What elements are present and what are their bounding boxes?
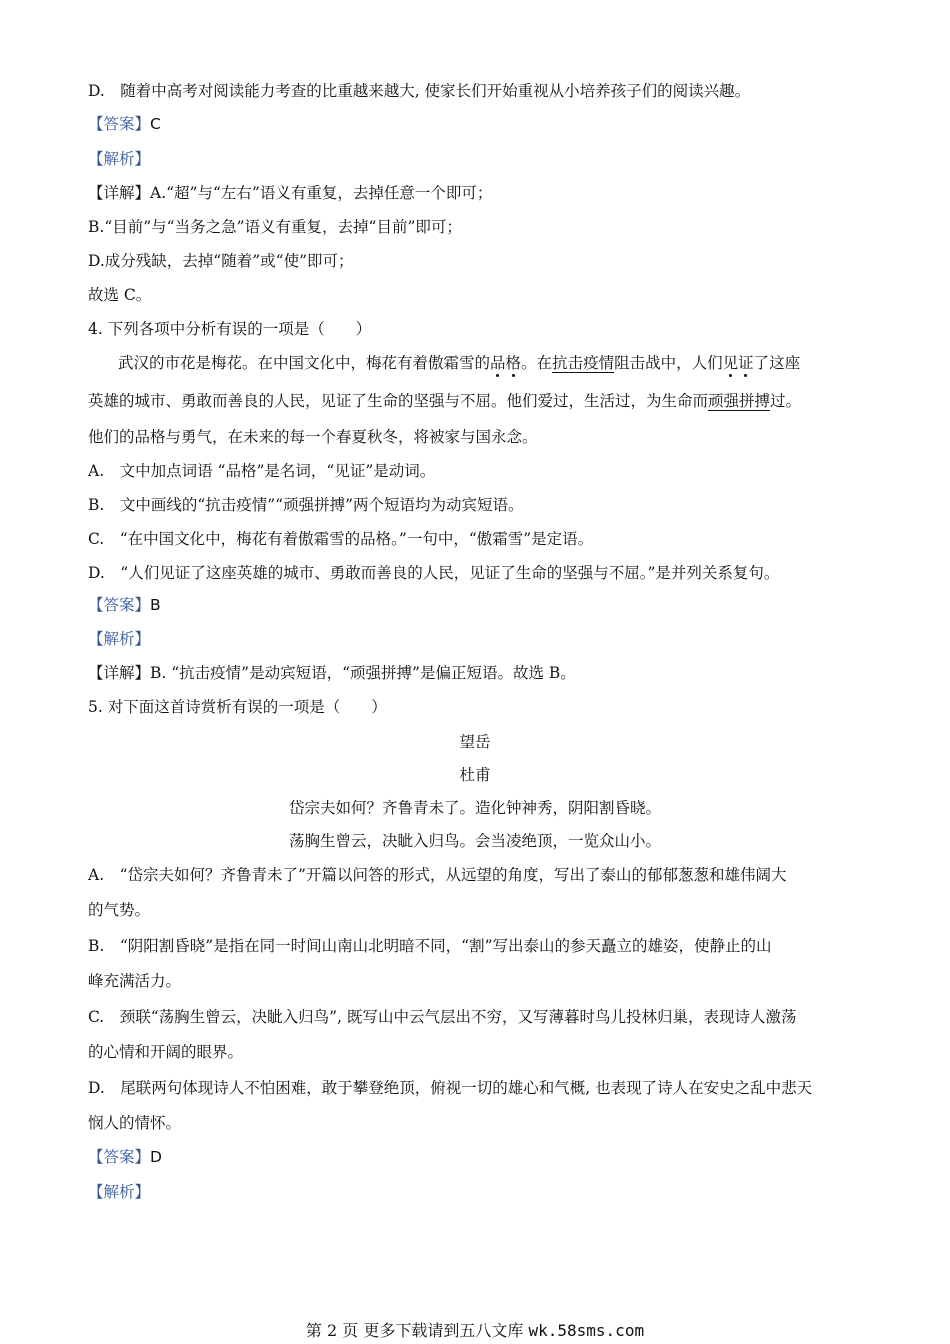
passage-text: 。在 bbox=[521, 354, 553, 372]
underlined-phrase: 抗击疫情 bbox=[552, 354, 615, 372]
dotted-char: 见 bbox=[722, 354, 739, 372]
q3-conclusion: 故选 C。 bbox=[88, 286, 152, 304]
q5-option-c-line-1: C. 颈联“荡胸生曾云，决眦入归鸟”, 既写山中云气层出不穷，又写薄暮时鸟儿投林归巢，表现诗人激荡 bbox=[88, 1008, 797, 1026]
q5-option-d-line-1: D. 尾联两句体现诗人不怕困难，敢于攀登绝顶，俯视一切的雄心和气概, 也表现了诗人在安史之乱中悲天 bbox=[88, 1079, 813, 1097]
q4-stem: 4. 下列各项中分析有误的一项是（ ） bbox=[88, 320, 372, 338]
q3-analysis-label: 【解析】 bbox=[88, 150, 151, 168]
q3-option-d: D. 随着中高考对阅读能力考查的比重越来越大, 使家长们开始重视从小培养孩子们的阅读兴趣。 bbox=[88, 82, 751, 100]
q5-option-a-line-1: A. “岱宗夫如何？齐鲁青未了”开篇以问答的形式，从远望的角度，写出了泰山的郁郁葱葱和雄伟阔大 bbox=[88, 866, 787, 884]
q5-option-d-line-2: 悯人的情怀。 bbox=[88, 1114, 182, 1132]
q5-stem: 5. 对下面这首诗赏析有误的一项是（ ） bbox=[88, 698, 387, 716]
q3-detail-a bbox=[88, 182, 862, 204]
q5-option-b-line-1: B. “阴阳割昏晓”是指在同一时间山南山北明暗不同，“割”写出泰山的参天矗立的雄姿，使静止的山 bbox=[88, 937, 772, 955]
detail-text: B. “抗击疫情”是动宾短语，“顽强拼搏”是偏正短语。故选 B。 bbox=[150, 664, 576, 682]
poem-title: 望岳 bbox=[459, 733, 491, 751]
footer-site-link[interactable]: wk.58sms.com bbox=[528, 1321, 645, 1340]
answer-letter: B bbox=[150, 596, 161, 614]
q5-option-c-line-2: 的心情和开阔的眼界。 bbox=[88, 1043, 244, 1061]
dotted-char: 格 bbox=[505, 354, 522, 372]
passage-text: 过。 bbox=[770, 392, 802, 410]
answer-label: 【答案】 bbox=[88, 1148, 151, 1166]
q4-passage-line-3: 他们的品格与勇气，在未来的每一个春夏秋冬，将被家与国永念。 bbox=[88, 428, 538, 446]
poem-line-2: 荡胸生曾云，决眦入归鸟。会当凌绝顶，一览众山小。 bbox=[288, 832, 661, 850]
passage-text: 英雄的城市、勇敢而善良的人民，见证了生命的坚强与不屈。他们爱过，生活过，为生命而 bbox=[88, 392, 709, 410]
q4-analysis-label: 【解析】 bbox=[88, 630, 151, 648]
answer-label: 【答案】 bbox=[88, 115, 151, 133]
page-number: 第 2 页 bbox=[305, 1321, 359, 1340]
q5-option-a-line-2: 的气势。 bbox=[88, 901, 151, 919]
q4-answer bbox=[88, 594, 862, 616]
q4-passage-line-2 bbox=[88, 390, 862, 412]
q4-option-b: B. 文中画线的“抗击疫情”“顽强拼搏”两个短语均为动宾短语。 bbox=[88, 496, 524, 514]
q4-option-c: C. “在中国文化中，梅花有着傲霜雪的品格。”一句中，“傲霜雪”是定语。 bbox=[88, 530, 594, 548]
q5-option-b-line-2: 峰充满活力。 bbox=[88, 972, 182, 990]
q4-option-a: A. 文中加点词语 “品格”是名词，“见证”是动词。 bbox=[88, 462, 436, 480]
dotted-char: 品 bbox=[490, 354, 506, 372]
dotted-char: 证 bbox=[738, 354, 754, 372]
q3-detail-b: B.“目前”与“当务之急”语义有重复，去掉“目前”即可； bbox=[88, 218, 462, 236]
answer-letter: D bbox=[150, 1148, 162, 1166]
poem-author: 杜甫 bbox=[459, 766, 491, 784]
q4-option-d: D. “人们见证了这座英雄的城市、勇敢而善良的人民，见证了生命的坚强与不屈。”是并列关系复句。 bbox=[88, 564, 780, 582]
detail-text: A.“超”与“左右”语义有重复，去掉任意一个即可； bbox=[150, 184, 493, 202]
passage-text: 了这座 bbox=[753, 354, 801, 372]
answer-label: 【答案】 bbox=[88, 596, 151, 614]
q4-detail bbox=[88, 662, 862, 684]
page-footer bbox=[0, 1318, 950, 1341]
q5-answer bbox=[88, 1146, 862, 1168]
q3-answer bbox=[88, 113, 862, 135]
footer-promo: 更多下载请到五八文库 bbox=[363, 1321, 524, 1340]
q4-passage-line-1 bbox=[118, 352, 862, 374]
poem-line-1: 岱宗夫如何？齐鲁青未了。造化钟神秀，阴阳割昏晓。 bbox=[288, 799, 661, 817]
passage-text: 阻击战中，人们 bbox=[614, 354, 723, 372]
answer-letter: C bbox=[150, 115, 161, 133]
underlined-phrase: 顽强拼搏 bbox=[708, 392, 771, 410]
passage-text: 武汉的市花是梅花。在中国文化中，梅花有着傲霜雪的 bbox=[118, 354, 491, 372]
detail-label: 【详解】 bbox=[88, 664, 151, 682]
q5-analysis-label: 【解析】 bbox=[88, 1183, 151, 1201]
q3-detail-d: D.成分残缺，去掉“随着”或“使”即可； bbox=[88, 252, 354, 270]
detail-label: 【详解】 bbox=[88, 184, 151, 202]
